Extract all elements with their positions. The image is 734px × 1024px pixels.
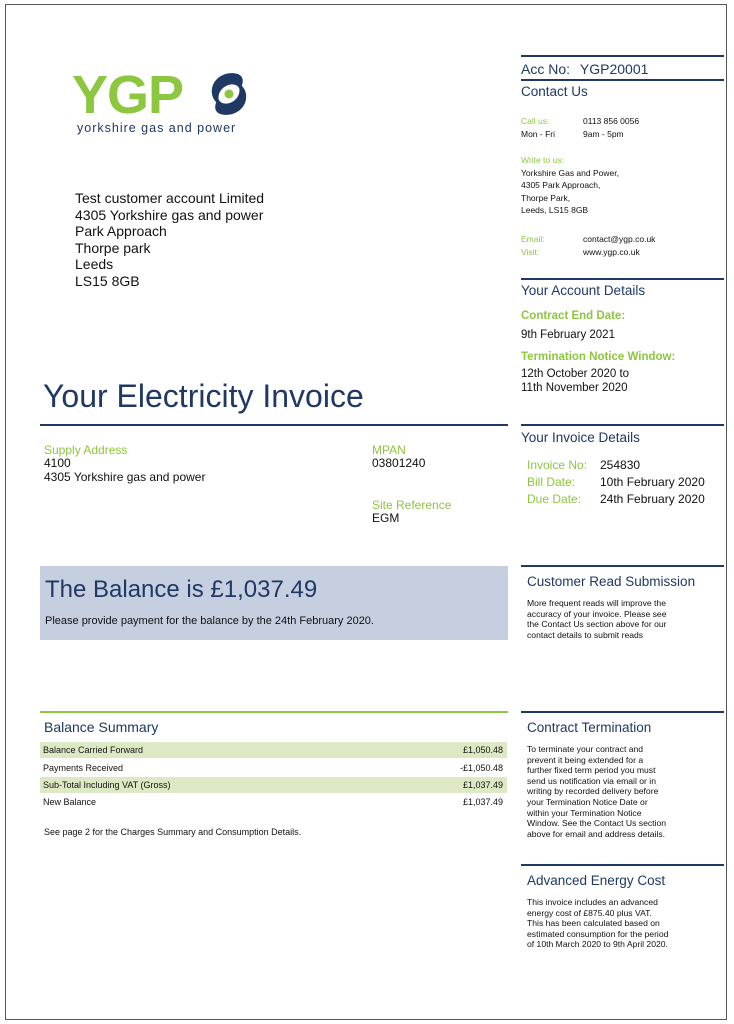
visit-label: Visit: [521, 246, 540, 257]
right-divider [521, 79, 724, 81]
contract-termination-line: your Termination Notice Date or [527, 796, 648, 807]
summary-row [40, 777, 507, 793]
right-divider [521, 278, 724, 280]
contract-end-value: 9th February 2021 [521, 329, 615, 341]
write-label: Write to us: [521, 155, 564, 165]
balance-summary-title: Balance Summary [44, 719, 159, 735]
read-submission-line: contact details to submit reads [527, 629, 644, 640]
contract-termination-line: To terminate your contract and [527, 744, 644, 754]
write-line: Leeds, LS15 8GB [521, 205, 589, 215]
account-number-label: Acc No: [521, 61, 571, 77]
read-submission-heading: Customer Read Submission [527, 574, 696, 589]
advanced-energy-line: energy cost of £875.40 plus VAT. [527, 907, 652, 918]
mpan-value: 03801240 [372, 456, 426, 470]
balance-headline: The Balance is £1,037.49 [45, 576, 318, 603]
company-logo [72, 65, 272, 138]
termination-window-line: 12th October 2020 to [521, 368, 630, 380]
summary-row-label: Payments Received [43, 763, 124, 773]
contract-termination-heading: Contract Termination [527, 720, 652, 735]
contract-termination-line: prevent it being extended for a [527, 754, 644, 765]
contract-termination-line: further fixed term period you must [527, 765, 656, 776]
contract-termination-text [527, 744, 730, 839]
termination-window-line: 11th November 2020 [521, 382, 628, 394]
site-reference-value: EGM [372, 511, 400, 525]
supply-address-line: 4100 [44, 456, 71, 470]
logo-tagline: yorkshire gas and power [77, 121, 237, 135]
read-submission-line: accuracy of your invoice. Please see [527, 608, 667, 619]
bill-date-label: Bill Date: [527, 475, 576, 489]
summary-row [40, 794, 507, 810]
email-link[interactable]: contact@ygp.co.uk [583, 234, 656, 244]
summary-divider [40, 711, 508, 713]
address-line: Thorpe park [75, 239, 151, 256]
right-divider [521, 711, 724, 713]
summary-row-amount: £1,050.48 [462, 745, 503, 755]
supply-address-label: Supply Address [44, 443, 128, 457]
summary-row-label: Sub-Total Including VAT (Gross) [43, 780, 171, 790]
summary-row-label: New Balance [43, 797, 97, 807]
invoice-details-block [527, 457, 730, 508]
due-date-value: 24th February 2020 [600, 492, 705, 506]
hours-value: 9am - 5pm [583, 128, 624, 139]
address-line: Leeds [75, 256, 114, 272]
account-number [521, 61, 724, 77]
address-line: 4305 Yorkshire gas and power [75, 206, 264, 223]
contract-end-label: Contract End Date: [521, 310, 626, 322]
call-label: Call us: [521, 116, 550, 126]
site-reference-label: Site Reference [372, 498, 452, 512]
address-line: Test customer account Limited [75, 190, 265, 206]
advanced-energy-line: This has been calculated based on [527, 918, 660, 929]
summary-row-amount: £1,037.49 [462, 797, 503, 807]
write-line: Thorpe Park, [521, 192, 571, 203]
right-divider [521, 864, 724, 866]
contact-heading: Contact Us [521, 84, 588, 99]
invoice-title: Your Electricity Invoice [43, 378, 364, 414]
contract-termination-line: above for email and address details. [527, 828, 666, 839]
summary-row-amount: £1,037.49 [462, 780, 503, 790]
advanced-energy-line: This invoice includes an advanced [527, 897, 658, 907]
right-divider [521, 424, 724, 426]
website-link[interactable]: www.ygp.co.uk [583, 246, 640, 257]
advanced-energy-line: estimated consumption for the period [527, 928, 669, 939]
address-line: LS15 8GB [75, 272, 140, 289]
balance-note: Please provide payment for the balance by the 24th February 2020. [45, 615, 374, 627]
account-details-heading: Your Account Details [521, 283, 646, 298]
logo-letters: YGP [72, 65, 184, 125]
logo-swirl-icon [204, 70, 254, 118]
right-divider [521, 55, 724, 57]
contract-termination-line: writing by recorded delivery before [527, 786, 659, 797]
advanced-energy-text [527, 897, 730, 950]
invoice-no-value: 254830 [600, 458, 641, 472]
right-divider [521, 565, 724, 567]
write-line: 4305 Park Approach, [521, 180, 601, 190]
read-submission-line: More frequent reads will improve the [527, 598, 666, 608]
account-number-value: YGP20001 [579, 61, 649, 77]
invoice-no-label: Invoice No: [527, 458, 588, 472]
summary-footnote: See page 2 for the Charges Summary and Consumption Details. [44, 827, 302, 837]
advanced-energy-line: of 10th March 2020 to 9th April 2020. [527, 939, 668, 950]
summary-row [40, 760, 507, 776]
summary-row [40, 742, 507, 758]
contract-termination-line: Window. See the Contact Us section [527, 818, 667, 829]
bill-date-value: 10th February 2020 [600, 475, 705, 489]
invoice-details-heading: Your Invoice Details [521, 430, 640, 445]
summary-row-label: Balance Carried Forward [43, 745, 144, 755]
read-submission-text [527, 598, 730, 640]
postal-address-block [521, 154, 724, 217]
due-date-label: Due Date: [527, 492, 582, 506]
email-label: Email: [521, 234, 545, 244]
title-divider [40, 424, 508, 426]
write-line: Yorkshire Gas and Power, [521, 167, 619, 178]
advanced-energy-heading: Advanced Energy Cost [527, 873, 666, 888]
mpan-label: MPAN [372, 443, 406, 457]
contract-termination-line: send us notification via email or in [527, 775, 656, 786]
contact-block [521, 115, 724, 140]
balance-panel [40, 566, 508, 640]
read-submission-line: the Contact Us section above for our [527, 619, 667, 630]
customer-address [75, 190, 264, 289]
supply-address-block [44, 443, 205, 484]
summary-row-amount: -£1,050.48 [459, 763, 503, 773]
address-line: Park Approach [75, 223, 167, 239]
supply-address-line: 4305 Yorkshire gas and power [44, 469, 206, 484]
call-value[interactable]: 0113 856 0056 [583, 116, 640, 126]
mpan-block [372, 443, 425, 471]
termination-window-value [521, 367, 724, 395]
hours-label: Mon - Fri [521, 128, 555, 139]
contract-termination-line: within your Termination Notice [527, 807, 642, 818]
online-contact-block [521, 233, 724, 258]
termination-window-label: Termination Notice Window: [521, 351, 676, 363]
site-reference-block [372, 498, 451, 526]
